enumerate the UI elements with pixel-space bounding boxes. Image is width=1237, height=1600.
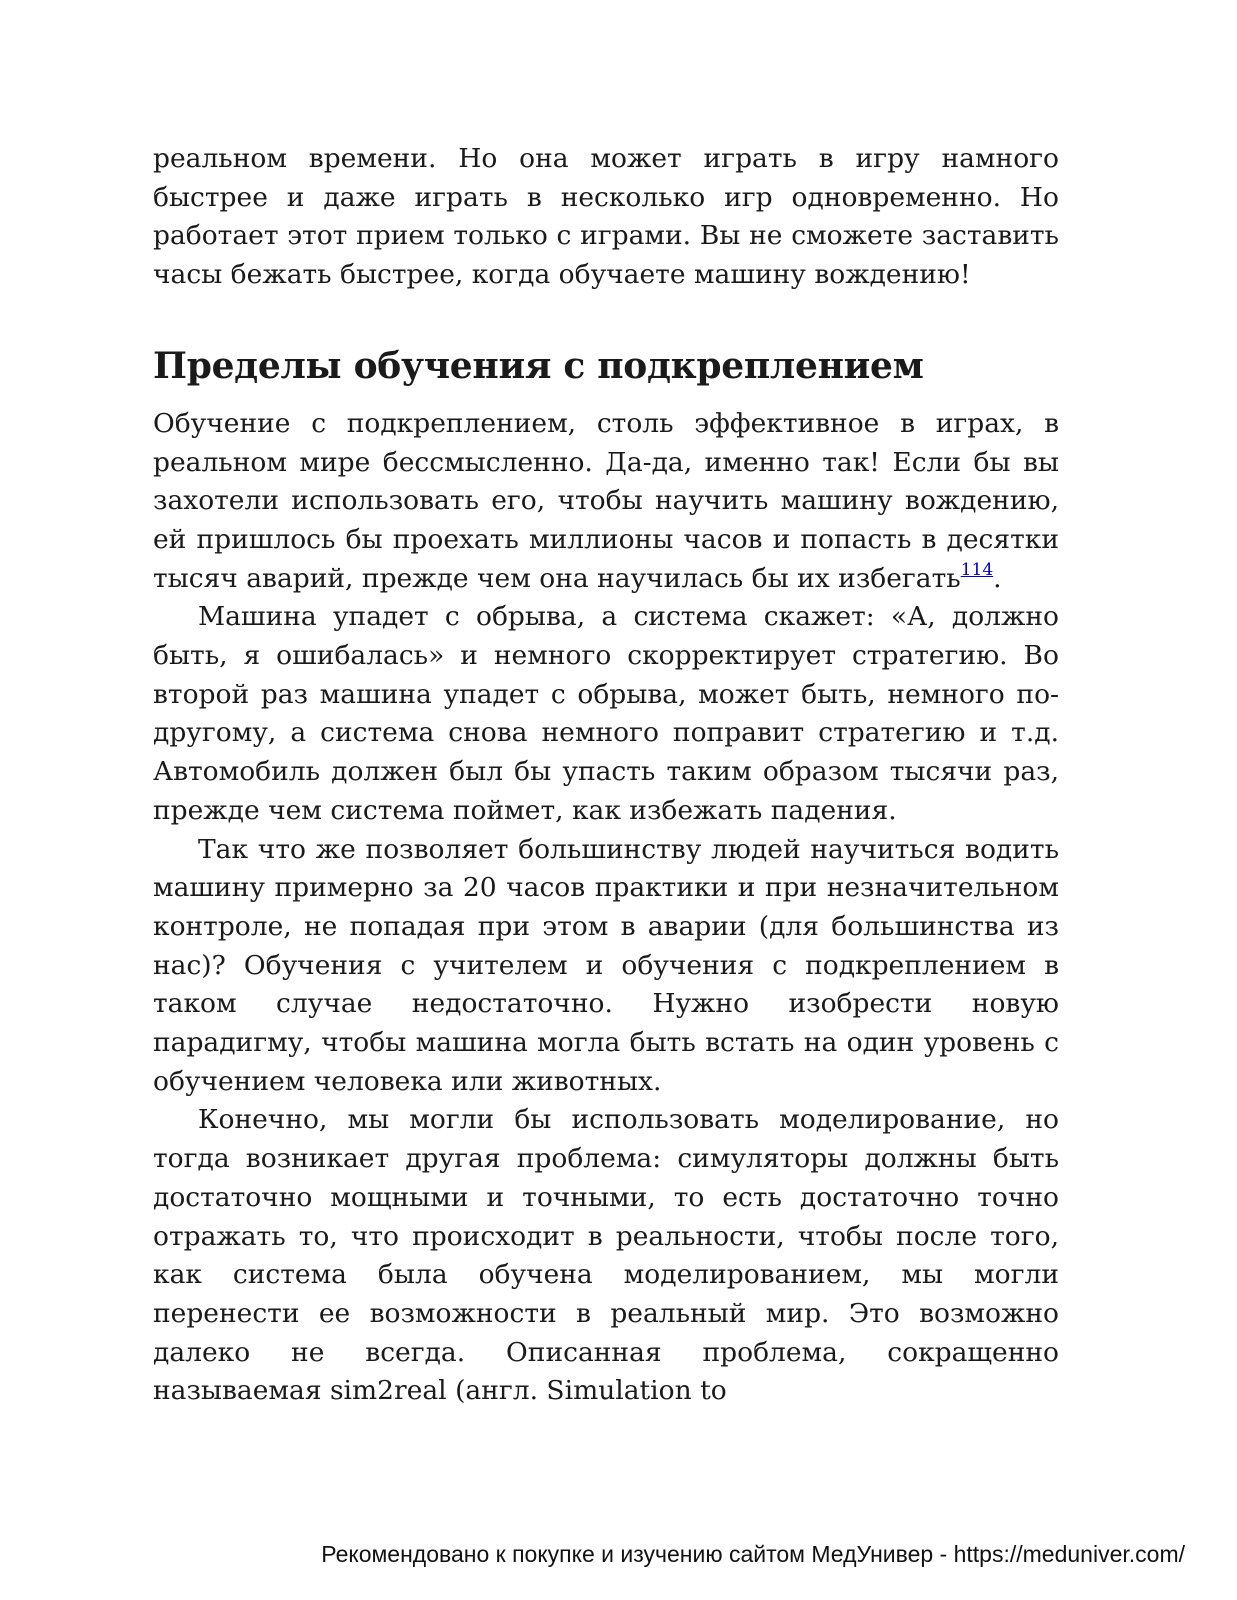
paragraph-1-end: . — [993, 562, 1002, 594]
page-body — [153, 140, 1059, 1411]
paragraph-1-text: Обучение с подкреплением, столь эффективное в играх, в реальном мире бессмысленно. Да-да, именно так! Если бы вы захотели использовать его, чтобы научить машину вождению, ей пришлось бы проехать миллионы часов и попасть в десятки тысяч аварий, прежде чем она научилась бы их избегать — [153, 407, 1059, 594]
footer-note: Рекомендовано к покупке и изучению сайтом МедУнивер - https://meduniver.com/ — [321, 1541, 1185, 1567]
section-heading: Пределы обучения с подкреплением — [153, 344, 924, 387]
paragraph-4: Конечно, мы могли бы использовать моделирование, но тогда возникает другая проблема: симуляторы должны быть достаточно мощными и точными, то есть достаточно точно отражать то, что происходит в реальности, чтобы после того, как система была обучена моделированием, мы могли перенести ее возможности в реальный мир. Это возможно далеко не всегда. Описанная проблема, сокращенно называемая sim2real (англ. Simulation to — [153, 1104, 1059, 1407]
paragraph-3: Так что же позволяет большинству людей научиться водить машину примерно за 20 часов практики и при незначительном контроле, не попадая при этом в аварии (для большинства из нас)? Обучения с учителем и обучения с подкреплением в таком случае недостаточно. Нужно изобрести новую парадигму, чтобы машина могла быть встать на один уровень с обучением человека или животных. — [153, 833, 1059, 1097]
paragraph-1 — [153, 405, 1059, 599]
paragraph-continued: реальном времени. Но она может играть в игру намного быстрее и даже играть в несколько игр одновременно. Но работает этот прием только с играми. Вы не сможете заставить часы бежать быстрее, когда обучаете машину вождению! — [153, 143, 1059, 291]
paragraph-2: Машина упадет с обрыва, а система скажет: «А, должно быть, я ошибалась» и немного скорректирует стратегию. Во второй раз машина упадет с обрыва, может быть, немного по-другому, а система снова немного поправит стратегию и т.д. Автомобиль должен был бы упасть таким образом тысячи раз, прежде чем система поймет, как избежать падения. — [153, 601, 1059, 826]
footnote-link[interactable]: 114 — [960, 559, 994, 580]
